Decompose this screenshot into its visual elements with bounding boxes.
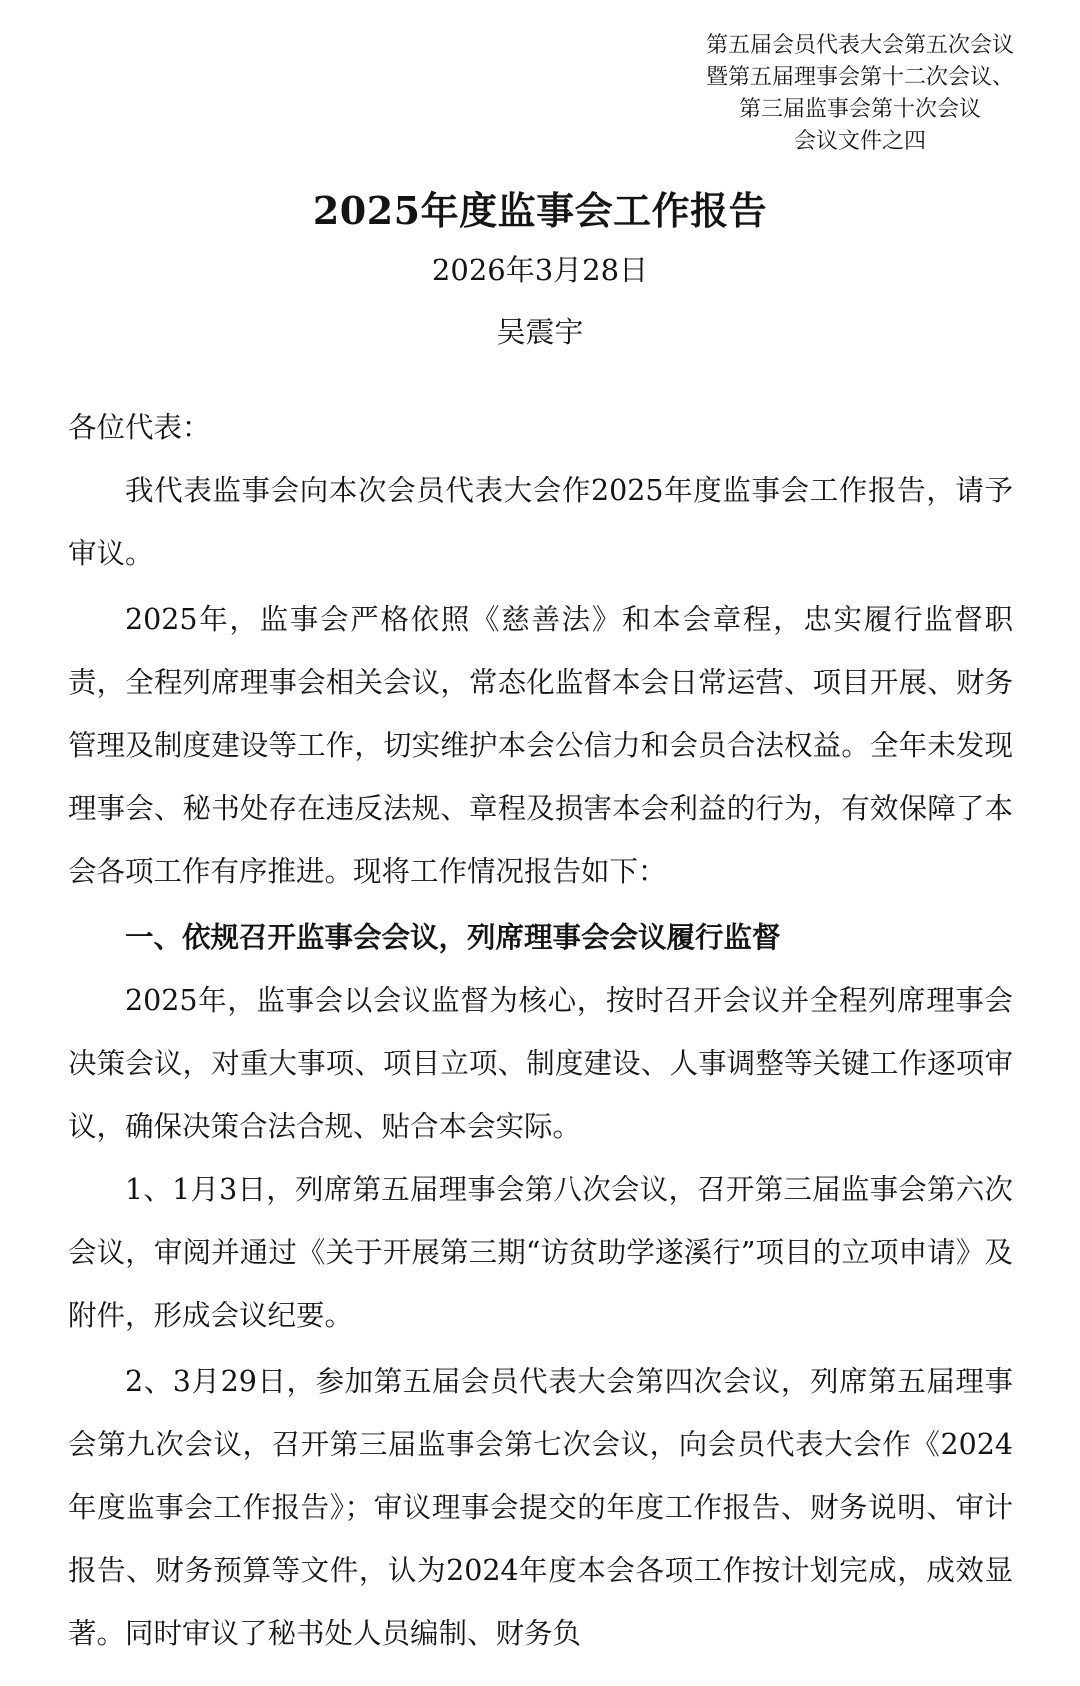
meeting-note-line-3: 第三届监事会第十次会议: [738, 97, 981, 122]
document-body: [68, 396, 1013, 1665]
section-heading-1: 一、依规召开监事会会议，列席理事会会议履行监督: [125, 920, 781, 954]
meeting-file-note: [660, 30, 1060, 158]
paragraph-section1-intro: 2025年，监事会以会议监督为核心，按时召开会议并全程列席理事会决策会议，对重大事项、项目立项、制度建设、人事调整等关键工作逐项审议，确保决策合法合规、贴合本会实际。: [68, 984, 1013, 1143]
meeting-note-line-1: 第五届会员代表大会第五次会议: [705, 33, 1014, 58]
salutation: 各位代表：: [68, 411, 211, 444]
meeting-note-line-4: 会议文件之四: [793, 129, 926, 154]
paragraph-intro: 我代表监事会向本次会员代表大会作2025年度监事会工作报告，请予审议。: [68, 474, 1013, 570]
document-author: 吴震宇: [496, 315, 584, 349]
document-date: 2026年3月28日: [431, 253, 649, 287]
paragraph-overview: 2025年，监事会严格依照《慈善法》和本会章程，忠实履行监督职责，全程列席理事会相关会议，常态化监督本会日常运营、项目开展、财务管理及制度建设等工作，切实维护本会公信力和会员合法权益。全年未发现理事会、秘书处存在违反法规、章程及损害本会利益的行为，有效保障了本会各项工作有序推进。现将工作情况报告如下：: [68, 603, 1013, 888]
paragraph-item-1: 1、1月3日，列席第五届理事会第八次会议，召开第三届监事会第六次会议，审阅并通过《关于开展第三期“访贫助学遂溪行”项目的立项申请》及附件，形成会议纪要。: [68, 1173, 1013, 1332]
paragraph-item-2: 2、3月29日，参加第五届会员代表大会第四次会议，列席第五届理事会第九次会议，召开第三届监事会第七次会议，向会员代表大会作《2024年度监事会工作报告》；审议理事会提交的年度工作报告、财务说明、审计报告、财务预算等文件，认为2024年度本会各项工作按计划完成，成效显著。同时审议了秘书处人员编制、财务负: [68, 1365, 1013, 1650]
meeting-note-line-2: 暨第五届理事会第十二次会议、: [705, 65, 1014, 90]
document-title: 2025年度监事会工作报告: [312, 188, 768, 233]
